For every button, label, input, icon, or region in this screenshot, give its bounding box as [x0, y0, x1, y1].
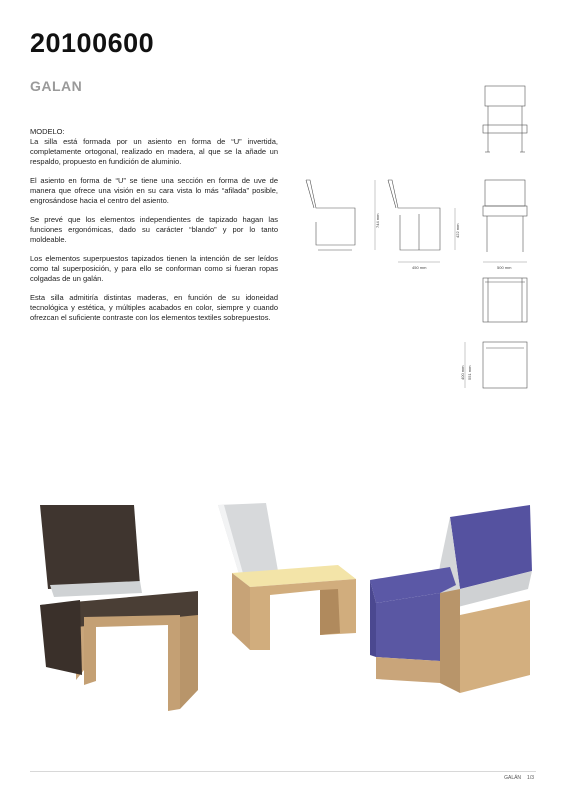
dimension-depth: 450 mm	[412, 265, 427, 270]
footer	[504, 775, 534, 781]
footer-name: GALÁN	[504, 775, 522, 781]
footer-divider	[30, 771, 536, 772]
front-view-drawing	[483, 180, 527, 252]
dimension-plan-depth-2: 551 mm	[467, 365, 472, 380]
chair-render-dark	[40, 505, 198, 711]
top-view-drawing	[483, 86, 527, 152]
dimension-plan-depth: 400 mm	[460, 365, 465, 380]
description-block	[30, 127, 278, 332]
plan-view-drawing-2	[483, 342, 527, 388]
dimension-height-side: 744 mm	[375, 213, 380, 228]
product-code: 20100600	[30, 28, 155, 58]
description-paragraph: La silla está formada por un asiento en forma de “U” invertida, completamente ortogonal, realizado en madera, al que se la añade un respaldo, propuesto en fundición de aluminio.	[30, 137, 278, 166]
description-paragraph: Esta silla admitiría distintas maderas, en función de su idoneidad tecnológica y estética, y múltiples acabados en color, siempre y cuando ofrezcan el suficiente contraste con los elementos textiles sobrepuestos.	[30, 293, 278, 322]
side-view-drawing-1	[306, 180, 355, 250]
side-view-drawing-2	[388, 180, 440, 250]
product-name: GALAN	[30, 78, 83, 94]
chair-render-blue	[370, 505, 532, 693]
description-paragraph: El asiento en forma de “U” se tiene una sección en forma de uve de manera que ofrece una visión en su cara vista lo más “afilada” posible, engrosándose hacia el centro del asiento.	[30, 176, 278, 205]
dimension-seat-height: 422 mm	[455, 223, 460, 238]
description-label: MODELO:	[30, 127, 65, 136]
description-paragraph: Se prevé que los elementos independientes de tapizado hagan las funciones ergonómicas, dado su carácter “blando” y por lo tanto moldeable.	[30, 215, 278, 244]
dimension-width: 500 mm	[497, 265, 512, 270]
chair-renders	[20, 485, 550, 725]
description-paragraph: Los elementos superpuestos tapizados tienen la intención de ser leídos como tal superposición, y para ello se conforman como si fueran ropas colgadas de un galán.	[30, 254, 278, 283]
chair-render-wood	[218, 503, 356, 650]
page-number: 1/3	[527, 775, 534, 781]
technical-drawings	[300, 80, 550, 400]
plan-view-drawing-1	[483, 278, 527, 322]
